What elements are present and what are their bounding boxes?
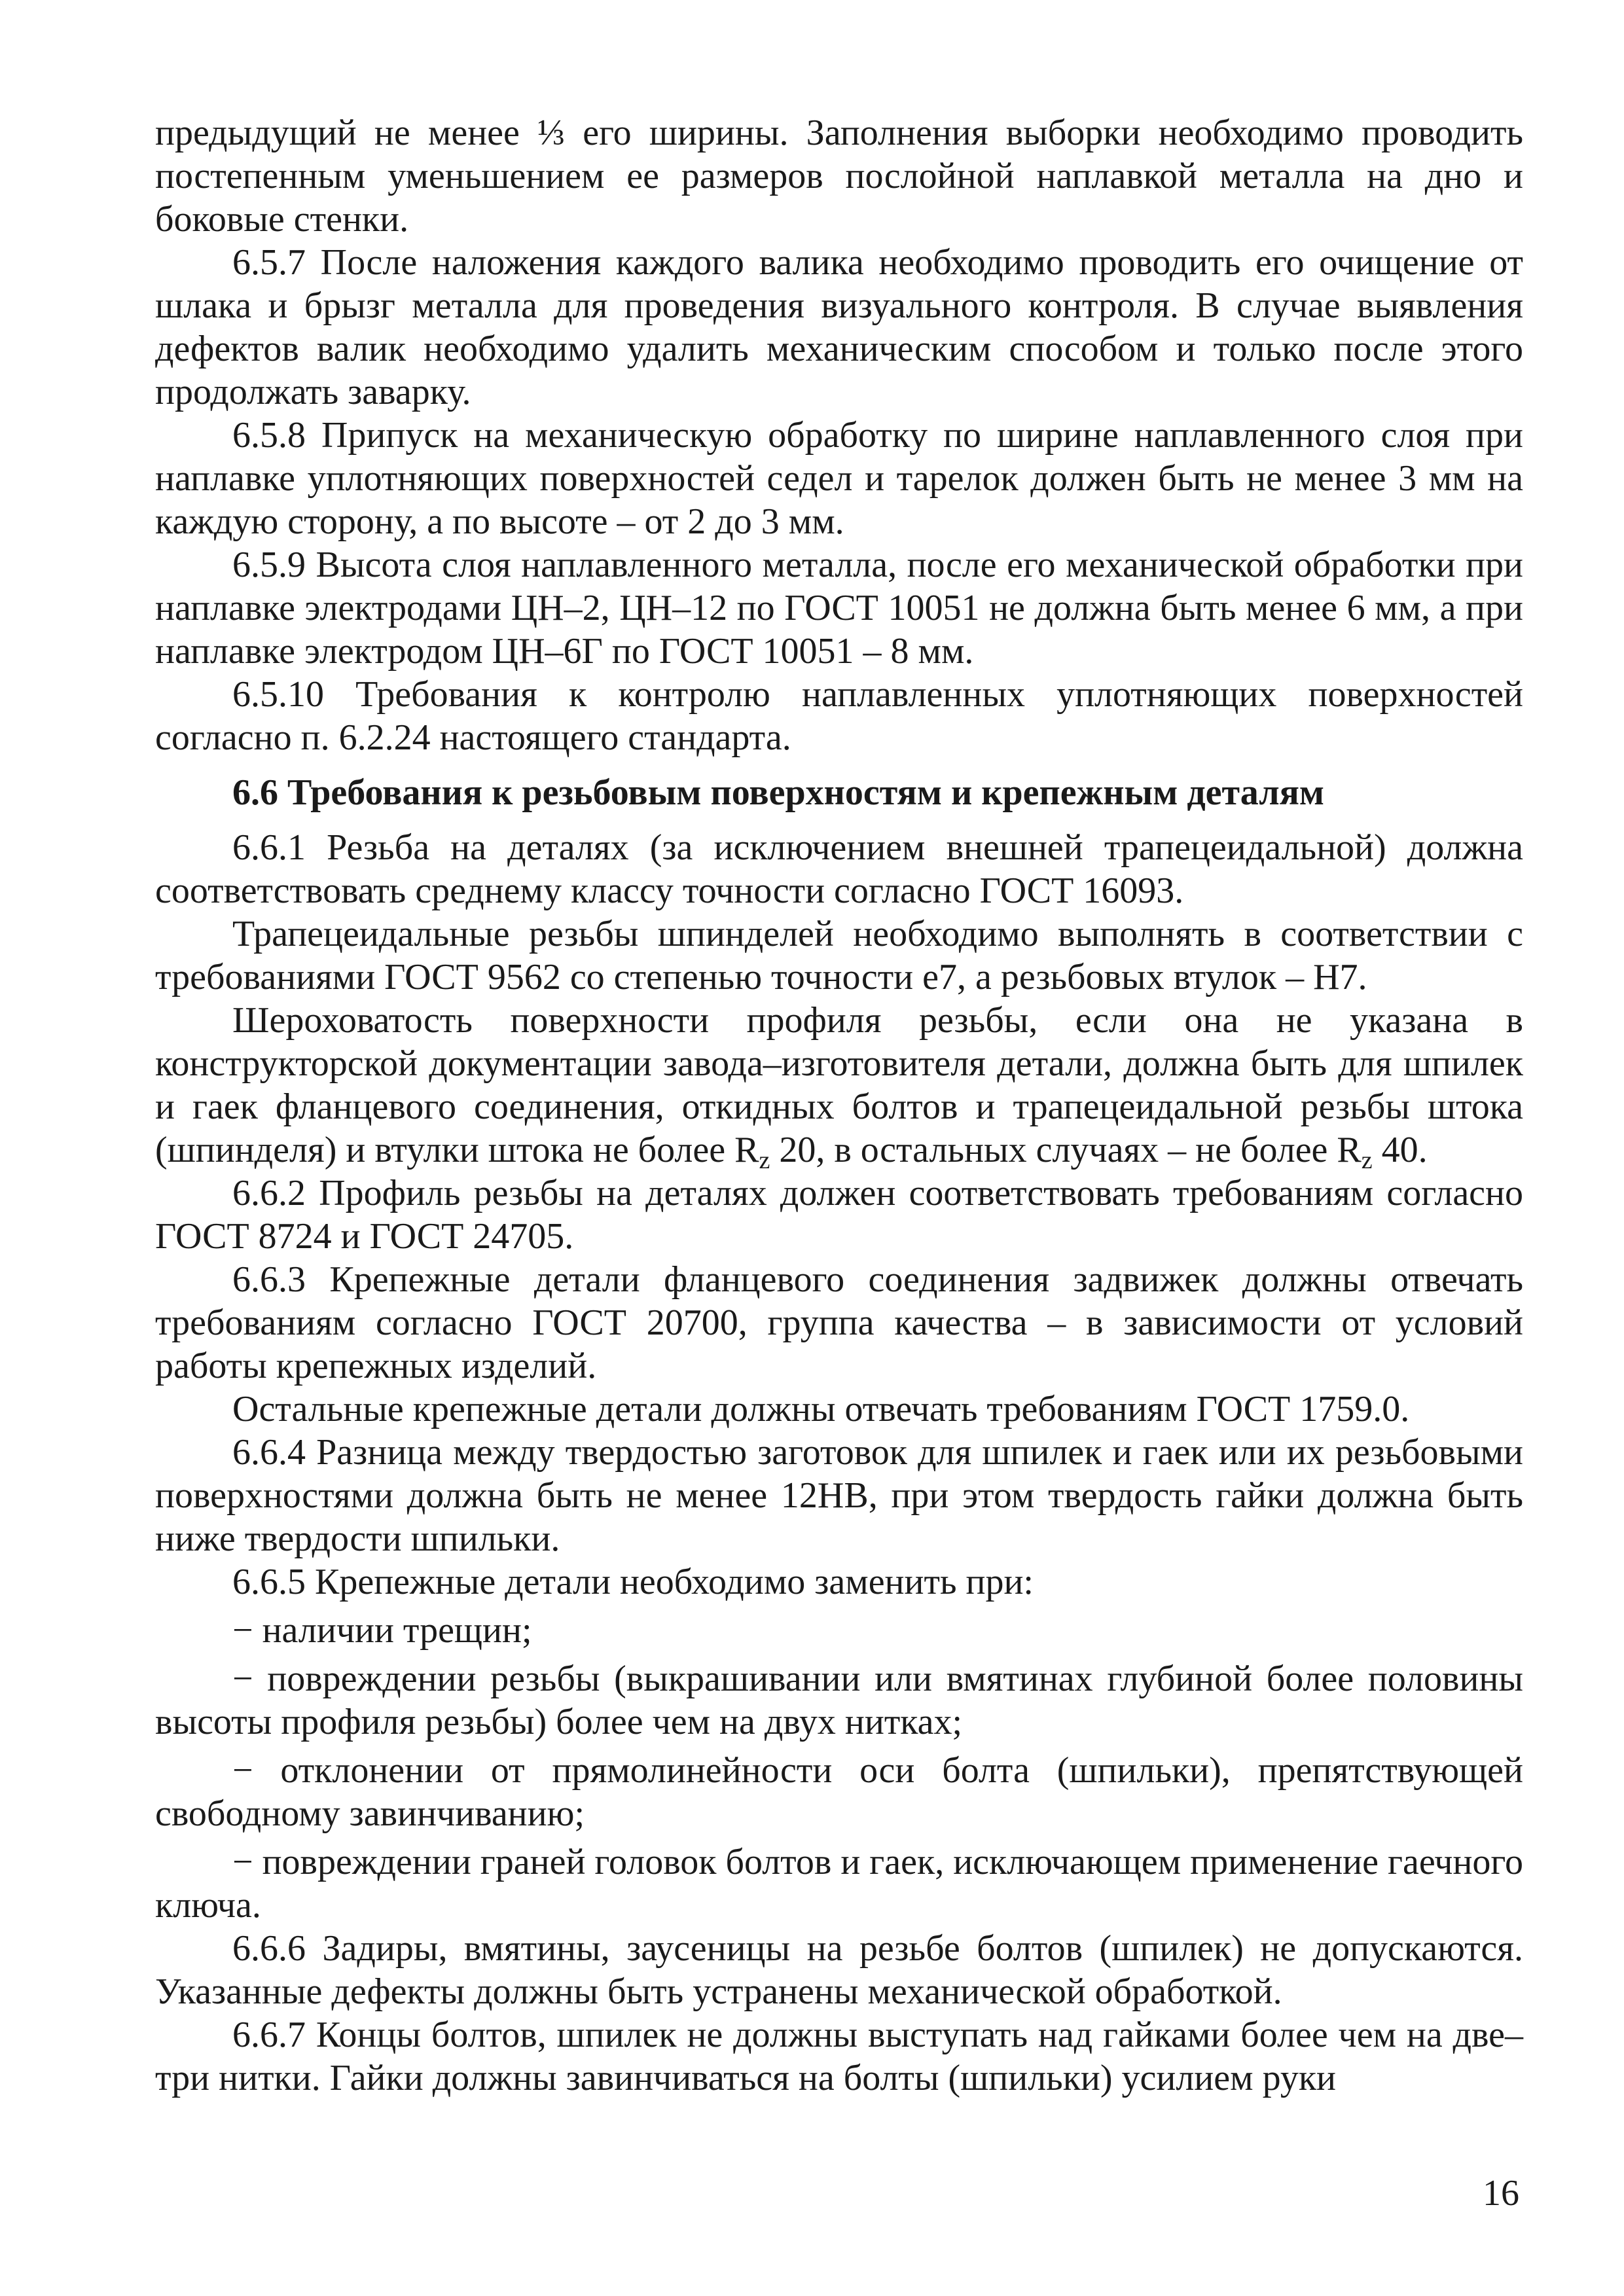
list-item: − наличии трещин;	[232, 1610, 532, 1651]
paragraph-6-6-1: 6.6.1 Резьба на деталях (за исключением внешней трапецеидальной) должна соответствовать среднему классу точности согласно ГОСТ 16093.	[155, 827, 1523, 911]
roughness-text-1: Шероховатость поверхности профиля резьбы, если она не указана в конструкторской документации завода–изготовителя детали, должна быть для шпилек и гаек фланцевого соединения, откидных болтов и трапецеидальной резьбы штока (шпинделя) и втулки штока не более R	[155, 1000, 1523, 1170]
section-heading-6-6: 6.6 Требования к резьбовым поверхностям и крепежным деталям	[232, 772, 1325, 813]
paragraph-6-5-9: 6.5.9 Высота слоя наплавленного металла, после его механической обработки при наплавке электродами ЦН–2, ЦН–12 по ГОСТ 10051 не должна быть менее 6 мм, а при наплавке электродом ЦН–6Г по ГОСТ 10051 – 8 мм.	[155, 545, 1523, 672]
paragraph-6-5-7: 6.5.7 После наложения каждого валика необходимо проводить его очищение от шлака и брызг металла для проведения визуального контроля. В случае выявления дефектов валик необходимо удалить механическим способом и только после этого продолжать заварку.	[155, 242, 1523, 412]
paragraph-6-6-3: 6.6.3 Крепежные детали фланцевого соединения задвижек должны отвечать требованиям согласно ГОСТ 20700, группа качества – в зависимости от условий работы крепежных изделий.	[155, 1259, 1523, 1386]
list-item: − отклонении от прямолинейности оси болта (шпильки), препятствующей свободному завинчиванию;	[155, 1750, 1523, 1834]
page-number: 16	[1483, 2173, 1519, 2214]
paragraph-other-fasteners: Остальные крепежные детали должны отвечать требованиям ГОСТ 1759.0.	[232, 1389, 1410, 1429]
paragraph-continuation: предыдущий не менее ⅓ его ширины. Заполнения выборки необходимо проводить постепенным уменьшением ее размеров послойной наплавкой металла на дно и боковые стенки.	[155, 113, 1523, 240]
list-item: − повреждении граней головок болтов и гаек, исключающем применение гаечного ключа.	[155, 1842, 1523, 1926]
roughness-subscript-2: z	[1361, 1147, 1373, 1174]
roughness-text-3: 40.	[1372, 1130, 1428, 1170]
paragraph-6-6-5: 6.6.5 Крепежные детали необходимо заменить при:	[232, 1562, 1034, 1602]
paragraph-6-5-10: 6.5.10 Требования к контролю наплавленных уплотняющих поверхностей согласно п. 6.2.24 настоящего стандарта.	[155, 674, 1523, 758]
document-body	[155, 111, 1523, 2100]
paragraph-6-5-8: 6.5.8 Припуск на механическую обработку по ширине наплавленного слоя при наплавке уплотняющих поверхностей седел и тарелок должен быть не менее 3 мм на каждую сторону, а по высоте – от 2 до 3 мм.	[155, 415, 1523, 542]
paragraph-roughness	[155, 999, 1523, 1172]
paragraph-trapezoidal-threads: Трапецеидальные резьбы шпинделей необходимо выполнять в соответствии с требованиями ГОСТ 9562 со степенью точности е7, а резьбовых втулок – Н7.	[155, 914, 1523, 997]
paragraph-6-6-4: 6.6.4 Разница между твердостью заготовок для шпилек и гаек или их резьбовыми поверхностями должна быть не менее 12НВ, при этом твердость гайки должна быть ниже твердости шпильки.	[155, 1432, 1523, 1559]
roughness-subscript-1: z	[759, 1147, 770, 1174]
paragraph-6-6-6: 6.6.6 Задиры, вмятины, заусеницы на резьбе болтов (шпилек) не допускаются. Указанные дефекты должны быть устранены механической обработкой.	[155, 1928, 1523, 2012]
roughness-text-2: 20, в остальных случаях – не более R	[770, 1130, 1362, 1170]
paragraph-6-6-7: 6.6.7 Концы болтов, шпилек не должны выступать над гайками более чем на две–три нитки. Гайки должны завинчиваться на болты (шпильки) усилием руки	[155, 2015, 1523, 2098]
list-item: − повреждении резьбы (выкрашивании или вмятинах глубиной более половины высоты профиля резьбы) более чем на двух нитках;	[155, 1659, 1523, 1742]
paragraph-6-6-2: 6.6.2 Профиль резьбы на деталях должен соответствовать требованиям согласно ГОСТ 8724 и ГОСТ 24705.	[155, 1173, 1523, 1257]
